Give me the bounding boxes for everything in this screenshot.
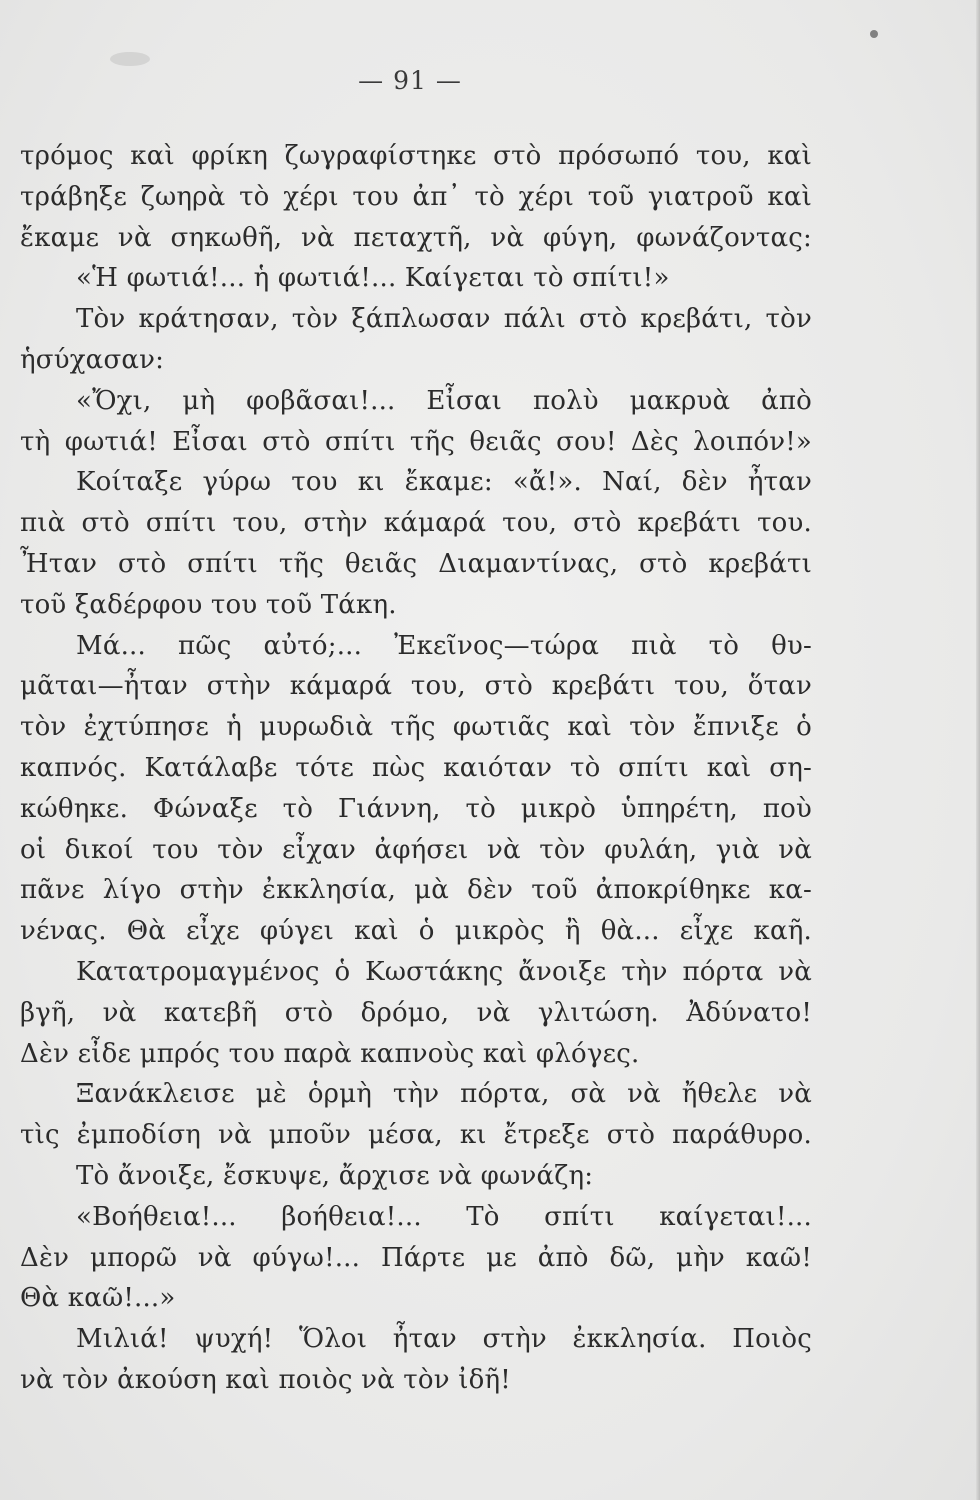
page-edge-shadow xyxy=(976,0,980,1500)
page-number: — 91 — xyxy=(358,66,462,95)
ink-spot xyxy=(870,30,878,38)
text-line: τὴ φωτιά! Εἶσαι στὸ σπίτι τῆς θειᾶς σου! Δὲς λοιπόν!» xyxy=(20,426,812,457)
text-line: «Βοήθεια!... βοήθεια!... Τὸ σπίτι καίγεται!... xyxy=(76,1201,812,1232)
text-line: τράβηξε ζωηρὰ τὸ χέρι του ἀπ᾿ τὸ χέρι τοῦ γιατροῦ καὶ xyxy=(20,181,812,212)
text-line: πιὰ στὸ σπίτι του, στὴν κάμαρά του, στὸ κρεβάτι του. xyxy=(20,508,812,539)
text-line: Δὲν εἶδε μπρός του παρὰ καπνοὺς καὶ φλόγες. xyxy=(20,1038,640,1069)
text-line: Κατατρομαγμένος ὁ Κωστάκης ἄνοιξε τὴν πόρτα νὰ xyxy=(76,956,812,987)
text-line: Ἦταν στὸ σπίτι τῆς θειᾶς Διαμαντίνας, στὸ κρεβάτι xyxy=(20,548,812,579)
page-smudge xyxy=(110,52,150,66)
text-line: Θὰ καῶ!...» xyxy=(20,1283,176,1314)
text-line: Τὸν κράτησαν, τὸν ξάπλωσαν πάλι στὸ κρεβάτι, τὸν xyxy=(76,304,812,335)
text-line: ἔκαμε νὰ σηκωθῆ, νὰ πεταχτῆ, νὰ φύγη, φωνάζοντας: xyxy=(20,222,812,253)
text-line: οἱ δικοί του τὸν εἶχαν ἀφήσει νὰ τὸν φυλάη, γιὰ νὰ xyxy=(20,834,812,865)
text-line: «Ἡ φωτιά!... ἡ φωτιά!... Καίγεται τὸ σπίτι!» xyxy=(76,263,670,294)
text-line: τρόμος καὶ φρίκη ζωγραφίστηκε στὸ πρόσωπό του, καὶ xyxy=(20,141,812,171)
text-line: καπνός. Κατάλαβε τότε πὼς καιόταν τὸ σπίτι καὶ ση- xyxy=(20,752,812,783)
text-line: Δὲν μπορῶ νὰ φύγω!... Πάρτε με ἀπὸ δῶ, μὴν καῶ! xyxy=(20,1242,812,1273)
text-line: Μιλιά! ψυχή! Ὅλοι ἦταν στὴν ἐκκλησία. Ποιὸς xyxy=(76,1324,812,1355)
text-line: τοῦ ξαδέρφου του τοῦ Τάκη. xyxy=(20,589,397,620)
text-line: μᾶται—ἦταν στὴν κάμαρά του, στὸ κρεβάτι του, ὅταν xyxy=(20,671,812,702)
text-line: Κοίταξε γύρω του κι ἔκαμε: «ἄ!». Ναί, δὲν ἦταν xyxy=(76,467,812,498)
text-line: Τὸ ἄνοιξε, ἔσκυψε, ἄρχισε νὰ φωνάζη: xyxy=(76,1160,594,1191)
body-text xyxy=(20,136,812,1401)
text-line: Ξανάκλεισε μὲ ὁρμὴ τὴν πόρτα, σὰ νὰ ἤθελε νὰ xyxy=(76,1079,812,1110)
text-line: ἡσύχασαν: xyxy=(20,344,165,375)
text-line: τὸν ἐχτύπησε ἡ μυρωδιὰ τῆς φωτιᾶς καὶ τὸν ἔπνιξε ὁ xyxy=(20,712,812,743)
text-line: βγῆ, νὰ κατεβῆ στὸ δρόμο, νὰ γλιτώση. Ἀδύνατο! xyxy=(20,997,812,1028)
text-line: Μά... πῶς αὐτό;... Ἐκεῖνος—τώρα πιὰ τὸ θυ- xyxy=(76,630,812,661)
text-line: τὶς ἐμποδίση νὰ μποῦν μέσα, κι ἔτρεξε στὸ παράθυρο. xyxy=(20,1120,812,1151)
text-line: κώθηκε. Φώναξε τὸ Γιάννη, τὸ μικρὸ ὑπηρέτη, ποὺ xyxy=(20,793,812,824)
text-line: νένας. Θὰ εἶχε φύγει καὶ ὁ μικρὸς ἢ θὰ... εἶχε καῆ. xyxy=(20,916,812,947)
text-line: πᾶνε λίγο στὴν ἐκκλησία, μὰ δὲν τοῦ ἀποκρίθηκε κα- xyxy=(20,875,812,906)
text-line: «Ὄχι, μὴ φοβᾶσαι!... Εἶσαι πολὺ μακρυὰ ἀπὸ xyxy=(76,385,812,416)
text-line: νὰ τὸν ἀκούση καὶ ποιὸς νὰ τὸν ἰδῆ! xyxy=(20,1364,511,1395)
